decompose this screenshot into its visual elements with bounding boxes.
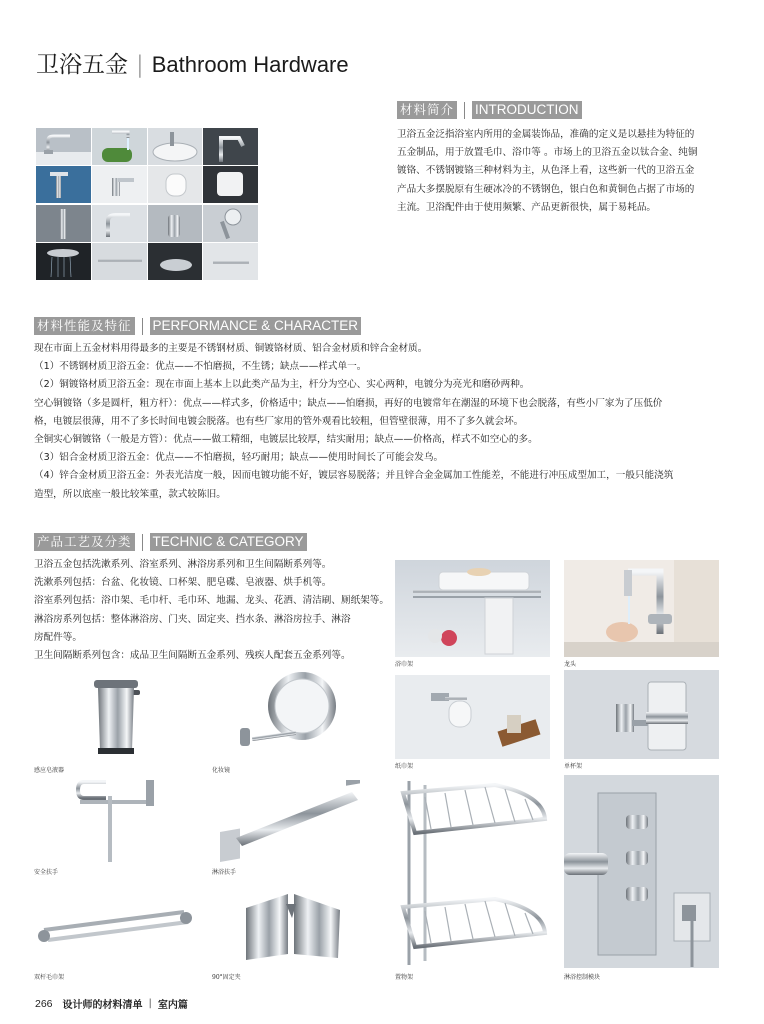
page-number: 266 bbox=[35, 997, 53, 1010]
intro-heading-en: INTRODUCTION bbox=[472, 101, 582, 119]
intro-text bbox=[397, 126, 697, 217]
intro-line: 卫浴五金泛指浴室内所用的金属装饰品，准确的定义是以悬挂为特征的 bbox=[397, 129, 695, 140]
technic-heading-en: TECHNIC & CATEGORY bbox=[150, 533, 307, 551]
caption-safety-rail: 安全扶手 bbox=[34, 869, 59, 876]
performance-line: （4）锌合金材质卫浴五金：外表光洁度一般，因而电镀功能不好，镀层容易脱落；并且锌合金金属加工性能差，不能进行冲压成型加工，一般只能浇筑 bbox=[34, 470, 674, 482]
photo-pullout-faucet bbox=[203, 128, 258, 165]
photo-blue-faucet bbox=[36, 166, 91, 203]
heading-divider bbox=[464, 102, 465, 119]
performance-line: 造型，所以底座一般比较笨重，款式较陈旧。 bbox=[34, 488, 226, 500]
title-separator: | bbox=[136, 52, 144, 78]
performance-line: 格，电镀层很薄，用不了多长时间电镀会脱落。也有些厂家用的管外观看比较粗，但管壁很薄，用不了多久就会坏。 bbox=[34, 415, 524, 427]
caption-cup-holder: 单杯架 bbox=[564, 763, 583, 770]
photo-grab-bar bbox=[203, 243, 258, 280]
faucet-photo bbox=[564, 560, 719, 657]
performance-line: 全铜实心铜镀铬（一般是方管）：优点——做工精细，电镀层比较厚，结实耐用；缺点——价格高，样式不如空心的多。 bbox=[34, 434, 538, 446]
photo-faucet-sink bbox=[36, 128, 91, 165]
intro-heading bbox=[397, 101, 582, 119]
performance-line: 现在市面上五金材料用得最多的主要是不锈钢材质、铜镀铬材质、铝合金材质和锌合金材质。 bbox=[34, 343, 428, 354]
caption-double-towel-bar: 双杆毛巾架 bbox=[34, 974, 65, 981]
shower-handle-image bbox=[220, 780, 370, 866]
glass-clamp-image bbox=[236, 888, 348, 964]
technic-heading bbox=[34, 533, 307, 551]
caption-towel-rack: 浴巾架 bbox=[395, 661, 414, 668]
intro-line: 镀铬、不锈钢镀铬三种材料为主，从色泽上看，这些新一代的卫浴五金 bbox=[397, 165, 695, 177]
photo-tall-faucet bbox=[36, 205, 91, 242]
photo-towel-bar bbox=[92, 243, 147, 280]
photo-soap-dish bbox=[148, 243, 203, 280]
page-footer bbox=[35, 996, 188, 1011]
footer-separator: | bbox=[148, 998, 152, 1009]
performance-line: 空心铜镀铬（多是圆杆，粗方杆）：优点——样式多，价格适中；缺点——怕磨损，再好的电镀常年在潮湿的环境下也会脱落，有些小厂家为了压低价 bbox=[34, 397, 663, 409]
technic-line: 洗漱系列包括：台盆、化妆镜、口杯架、肥皂碟、皂液器、烘手机等。 bbox=[34, 577, 332, 589]
performance-line: （2）铜镀铬材质卫浴五金：现在市面上基本上以此类产品为主，杆分为空心、实心两种，电镀分为亮光和磨砂两种。 bbox=[34, 379, 530, 391]
technic-text bbox=[34, 556, 389, 665]
performance-line: （3）铝合金材质卫浴五金：优点——不怕磨损，轻巧耐用；缺点——使用时间长了可能会发乌。 bbox=[34, 452, 444, 464]
photo-sink-basin bbox=[148, 128, 203, 165]
technic-line: 房配件等。 bbox=[34, 631, 82, 643]
intro-heading-zh: 材料简介 bbox=[397, 101, 457, 119]
intro-photo-grid bbox=[36, 128, 258, 280]
performance-heading-en: PERFORMANCE & CHARACTER bbox=[150, 317, 362, 335]
caption-paper-holder: 纸巾架 bbox=[395, 763, 414, 770]
caption-corner-basket: 置物架 bbox=[395, 974, 414, 981]
caption-shower-control: 淋浴控制模块 bbox=[564, 974, 601, 981]
technic-heading-zh: 产品工艺及分类 bbox=[34, 533, 135, 551]
performance-heading-zh: 材料性能及特征 bbox=[34, 317, 135, 335]
photo-rain-shower bbox=[36, 243, 91, 280]
performance-heading bbox=[34, 317, 361, 335]
safety-rail-image bbox=[76, 776, 156, 864]
caption-soap-dispenser: 感应皂液器 bbox=[34, 767, 65, 774]
performance-text bbox=[34, 340, 673, 504]
caption-glass-clamp: 90°固定夹 bbox=[212, 974, 241, 981]
technic-line: 淋浴房系列包括：整体淋浴房、门夹、固定夹、挡水条、淋浴房拉手、淋浴 bbox=[34, 613, 351, 625]
paper-holder-photo bbox=[395, 675, 550, 759]
intro-line: 五金制品，用于放置毛巾、浴巾等 。市场上的卫浴五金以钛合金、纯铜 bbox=[397, 147, 698, 159]
performance-line: （1）不锈钢材质卫浴五金：优点——不怕磨损，不生锈；缺点——样式单一。 bbox=[34, 361, 367, 373]
book-title: 设计师的材料清单 bbox=[62, 1000, 143, 1011]
heading-divider bbox=[142, 534, 143, 551]
shower-control-photo bbox=[564, 775, 719, 968]
makeup-mirror-image bbox=[232, 668, 342, 764]
corner-basket-photo bbox=[395, 775, 550, 968]
intro-line: 产品大多摆脱原有生硬冰冷的不锈钢色，银白色和黄铜色占据了市场的 bbox=[397, 183, 695, 195]
photo-lever-faucet bbox=[92, 205, 147, 242]
page-title-en: Bathroom Hardware bbox=[151, 52, 349, 77]
photo-hand-dryer bbox=[203, 166, 258, 203]
page-title-zh: 卫浴五金 bbox=[36, 52, 128, 78]
technic-line: 浴室系列包括：浴巾架、毛巾杆、毛巾环、地漏、龙头、花洒、清洁刷、厕纸架等。 bbox=[34, 595, 389, 607]
photo-faucet-water bbox=[92, 128, 147, 165]
technic-line: 卫浴五金包括洗漱系列、浴室系列、淋浴房系列和卫生间隔断系列等。 bbox=[34, 559, 332, 570]
double-towel-bar-image bbox=[34, 900, 194, 956]
book-section: 室内篇 bbox=[157, 1000, 188, 1011]
intro-line: 主流。卫浴配件由于使用频繁、产品更新很快，属于易耗品。 bbox=[397, 201, 657, 213]
photo-sensor-faucet bbox=[148, 205, 203, 242]
towel-rack-photo bbox=[395, 560, 550, 657]
heading-divider bbox=[142, 318, 143, 335]
photo-handshower bbox=[203, 205, 258, 242]
soap-dispenser-image bbox=[88, 670, 150, 760]
photo-dispenser-white bbox=[148, 166, 203, 203]
caption-makeup-mirror: 化妆镜 bbox=[212, 767, 231, 774]
photo-basin-mixer bbox=[92, 166, 147, 203]
caption-shower-handle: 淋浴扶手 bbox=[212, 869, 237, 876]
technic-line: 卫生间隔断系列包含：成品卫生间隔断五金系列、残疾人配套五金系列等。 bbox=[34, 650, 351, 662]
page-title bbox=[36, 46, 349, 79]
cup-holder-photo bbox=[564, 670, 719, 759]
caption-faucet: 龙头 bbox=[564, 661, 577, 668]
